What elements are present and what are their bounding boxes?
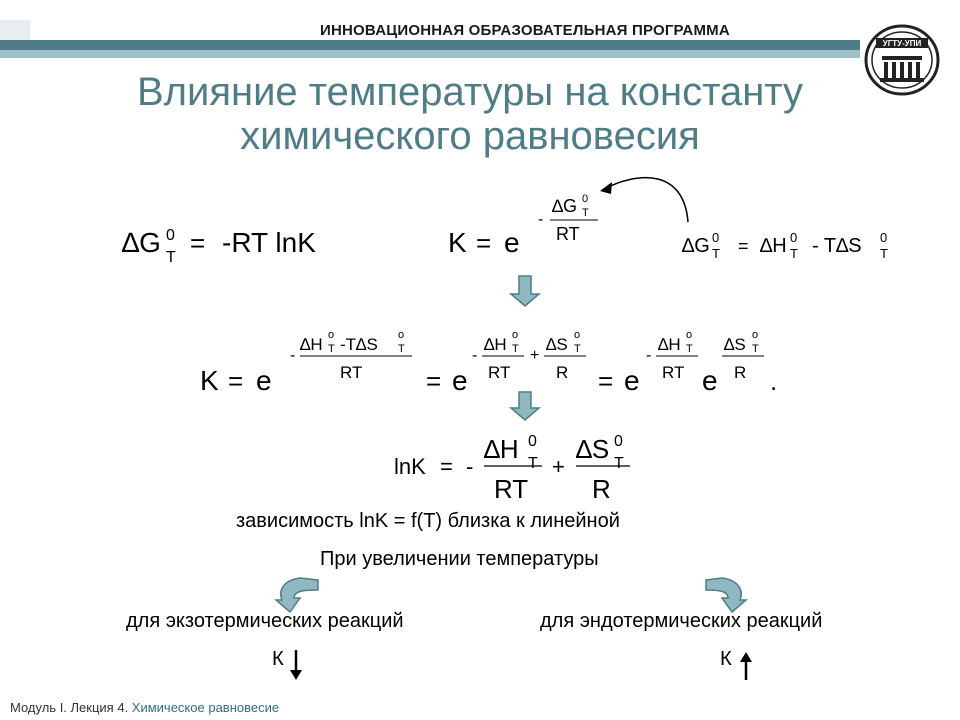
svg-text:∆G: ∆G: [682, 235, 710, 257]
svg-text:o: o: [328, 329, 335, 341]
svg-text:0: 0: [790, 230, 798, 245]
footer: [10, 700, 279, 715]
svg-text:RT: RT: [662, 363, 685, 382]
curved-arrow-endo: [706, 578, 746, 612]
svg-text:=: =: [738, 236, 749, 256]
svg-text:T: T: [512, 343, 519, 355]
down-arrow-1: [511, 276, 539, 306]
svg-text:+: +: [552, 454, 565, 479]
svg-text:o: o: [512, 329, 519, 341]
svg-text:R: R: [556, 363, 569, 382]
svg-text:T: T: [166, 249, 176, 266]
svg-text:e: e: [452, 365, 468, 396]
temperature-increase-text: При увеличении температуры: [320, 548, 599, 570]
curved-arrow-exo: [276, 578, 318, 612]
svg-text:e: e: [624, 365, 640, 396]
formula-gibbs-enthalpy: [682, 230, 888, 261]
svg-text:=: =: [190, 228, 206, 258]
formula-gibbs-lnk: [122, 227, 316, 266]
endothermic-text: для эндотермических реакций: [540, 610, 823, 632]
svg-text:e: e: [504, 227, 520, 258]
svg-text:o: o: [752, 329, 759, 341]
curved-arrow: [602, 178, 688, 222]
title-line-2a: химического: [240, 114, 483, 158]
svg-text:T: T: [790, 246, 798, 261]
k-endo-label: К: [720, 648, 732, 670]
down-arrow-2: [511, 392, 539, 420]
k-exo-label: К: [272, 648, 284, 670]
svg-text:=: =: [426, 366, 442, 396]
footer-prefix: Модуль I. Лекция 4.: [10, 700, 132, 715]
svg-text:-: -: [538, 211, 544, 228]
svg-text:RT: RT: [494, 474, 529, 504]
svg-text:=: =: [476, 228, 492, 258]
svg-text:∆S: ∆S: [576, 434, 610, 464]
svg-text:- T∆S: - T∆S: [812, 235, 862, 257]
svg-text:∆H: ∆H: [484, 335, 507, 354]
title-line-1: Влияние температуры на константу: [136, 70, 804, 114]
svg-text:T: T: [574, 343, 581, 355]
svg-text:∆G: ∆G: [122, 227, 161, 258]
svg-text:.: .: [770, 366, 778, 396]
k-increase-arrow: [740, 652, 752, 680]
svg-text:T: T: [752, 343, 759, 355]
svg-text:R: R: [734, 363, 747, 382]
formula-lnk: [394, 433, 630, 504]
svg-text:T: T: [880, 246, 888, 261]
svg-text:0: 0: [614, 433, 623, 450]
svg-text:∆S: ∆S: [724, 335, 746, 354]
svg-text:T: T: [528, 455, 538, 472]
svg-text:∆S: ∆S: [546, 335, 568, 354]
footer-topic: Химическое равновесие: [131, 700, 280, 715]
logo-text: УГТУ-УПИ: [882, 39, 922, 48]
svg-text:-RT lnK: -RT lnK: [222, 227, 316, 258]
svg-text:o: o: [398, 329, 405, 341]
svg-text:K: K: [448, 227, 467, 258]
svg-text:lnK: lnK: [394, 454, 426, 479]
svg-text:o: o: [574, 329, 581, 341]
svg-text:K: K: [200, 365, 219, 396]
svg-text:=: =: [440, 454, 453, 479]
svg-text:R: R: [592, 474, 611, 504]
exothermic-text: для экзотермических реакций: [126, 610, 404, 632]
svg-text:-: -: [290, 347, 296, 364]
svg-text:RT: RT: [488, 363, 511, 382]
svg-text:-T∆S: -T∆S: [340, 335, 378, 354]
svg-text:-: -: [472, 347, 478, 364]
svg-text:0: 0: [166, 227, 175, 244]
svg-text:RT: RT: [340, 363, 363, 382]
svg-text:0: 0: [582, 193, 589, 205]
svg-text:∆H: ∆H: [484, 434, 519, 464]
svg-text:∆H: ∆H: [760, 235, 787, 257]
k-decrease-arrow: [290, 650, 302, 680]
svg-text:=: =: [598, 366, 614, 396]
title-line-2b: равновесия: [482, 114, 700, 158]
svg-text:T: T: [582, 207, 589, 219]
svg-text:e: e: [256, 365, 272, 396]
svg-text:0: 0: [880, 230, 888, 245]
svg-text:=: =: [228, 366, 244, 396]
svg-text:∆H: ∆H: [300, 335, 323, 354]
svg-text:+: +: [530, 347, 540, 364]
formula-k-expanded: [200, 329, 777, 396]
formula-k-exp-gibbs: [448, 193, 598, 258]
svg-text:T: T: [686, 343, 693, 355]
svg-text:o: o: [686, 329, 693, 341]
svg-text:0: 0: [528, 433, 537, 450]
program-label: ИННОВАЦИОННАЯ ОБРАЗОВАТЕЛЬНАЯ ПРОГРАММА: [320, 22, 730, 39]
svg-text:-: -: [646, 347, 652, 364]
svg-text:-: -: [466, 454, 474, 479]
svg-text:T: T: [328, 343, 335, 355]
svg-text:T: T: [398, 343, 405, 355]
linear-dependency-text: зависимость lnK = f(T) близка к линейной: [236, 510, 620, 532]
svg-text:T: T: [614, 455, 624, 472]
svg-text:RT: RT: [556, 224, 580, 244]
svg-text:e: e: [702, 365, 718, 396]
svg-text:T: T: [712, 246, 720, 261]
svg-text:∆H: ∆H: [658, 335, 681, 354]
svg-text:0: 0: [712, 230, 720, 245]
svg-text:∆G: ∆G: [552, 196, 578, 216]
